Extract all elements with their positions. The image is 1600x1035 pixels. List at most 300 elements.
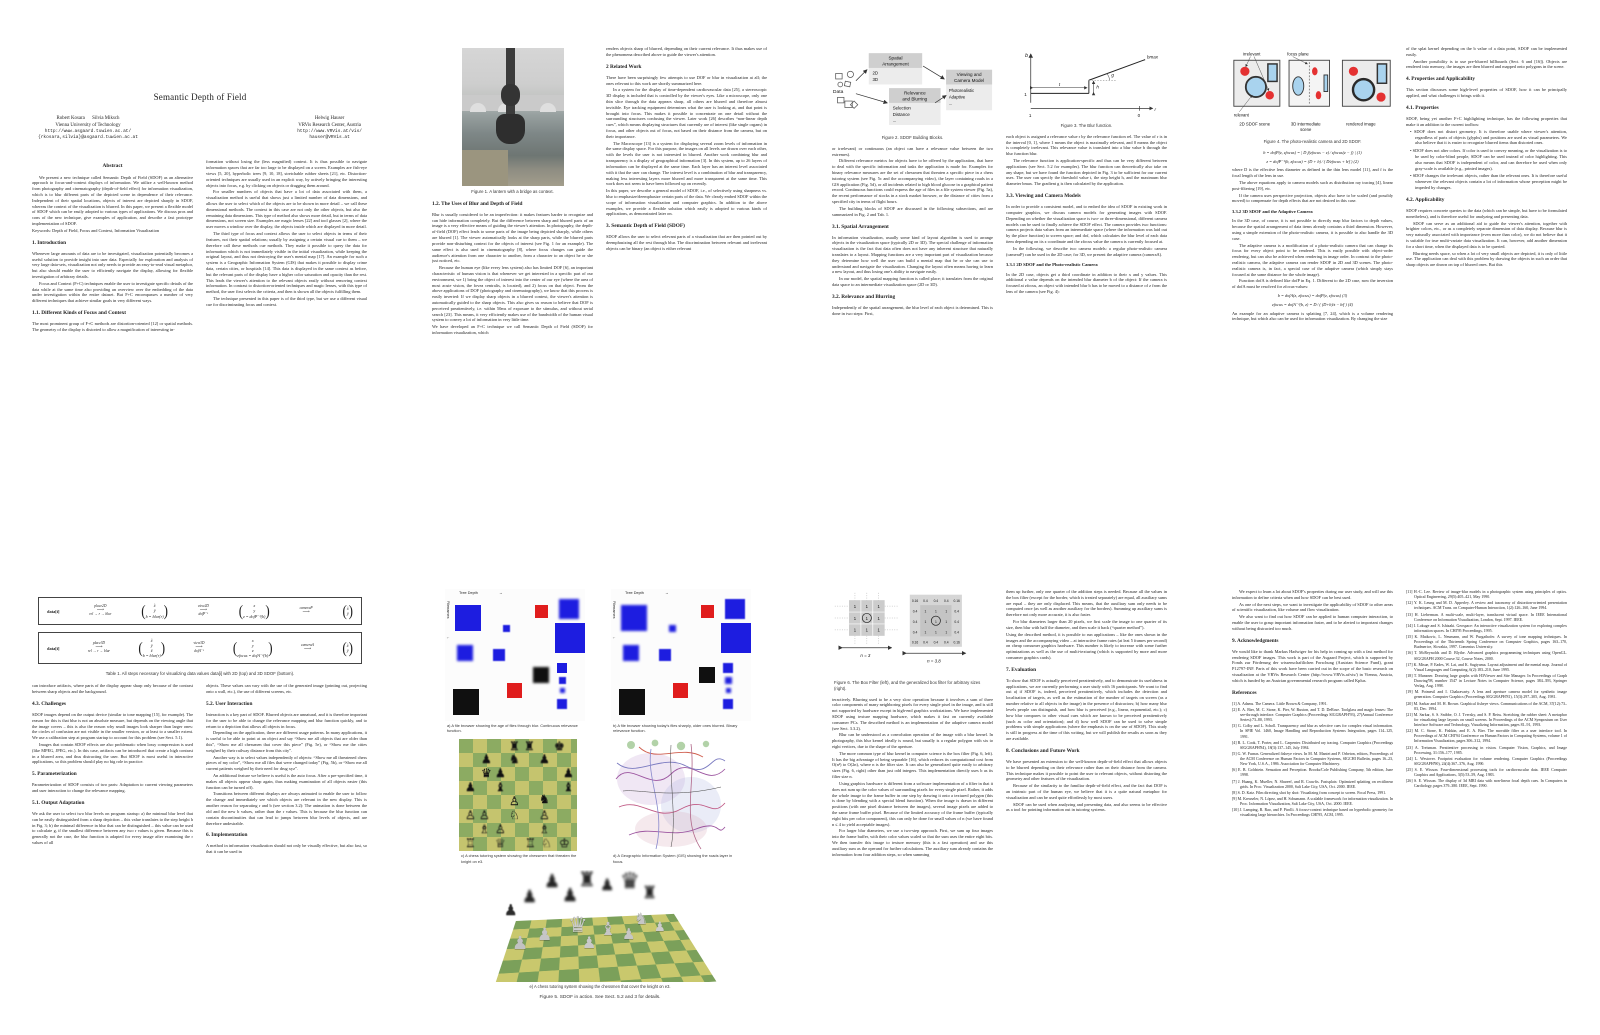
paragraph: teractively. Blurring used to be a very slow operation because it involves a sum of three color components of many neighboring pixels for every single pixel in the image, and is still not supported by hardware except in high-end graphics workstations. We have implemented SDOF using texture mapping hardware, which makes it fast on currently available consumer PCs. The described method is an implementation of the adaptive camera model (see Sect. 3.3.2). <box>832 696 993 731</box>
paragraph: In information visualization, usually some kind of layout algorithm is used to arrange objects in the visualization space (typically 2D or 3D). The special challenge of information visualization is the fact that data often does not have any inherent structure that naturally translates to a layout. Mapping functions are a very important part of visualization because they determine how well the user can build a mental map that he or she can use to understand and navigate the visualization. Changing the layout often means having to learn a new layout, and thus losing one's ability to navigate easily. <box>832 234 993 275</box>
file-square <box>701 605 714 618</box>
figure-4-camera-diagram <box>1232 48 1393 136</box>
reference-item: [9] M. Kreuseler, N. López, and H. Schumann. A scalable framework for information visualization. In Proc. Information Visualization, Salt Lake City, USA, Oct. 2000. IEEE. <box>1232 795 1393 806</box>
author-names: Robert Kosara Silvia Miksch <box>56 116 120 121</box>
chess-piece: ♛ <box>568 911 588 937</box>
paragraph: • SDOF does not distort geometry. It is therefore usable where viewer's attention, regardless of parts of objects (glyphs) and positions are used as visual parameters. We also believe that it is easier to recognize blurred items than distorted ones. <box>1410 128 1567 146</box>
reference-item: [10] J. Lamping, R. Rao, and P. Pirolli. A focus+context technique based on hyperbolic geometry for visualizing large hierarchies. In Proceedings CHI'95, ACM, 1995. <box>1232 807 1393 818</box>
svg-text:1: 1 <box>944 619 947 624</box>
paragraph: Independently of the spatial arrangement, the blur level of each object is determined. This is done in two steps: First, <box>832 305 993 316</box>
paragraph: We also want to find out how SDOF can be applied to human computer interaction, to enable the user to grasp important information faster, and to be alerted to important changes without being distracted too much. <box>1232 614 1393 631</box>
vector-component: x̂ <box>346 643 349 649</box>
chess-piece: ♖ <box>465 836 476 851</box>
caption-b: b) A file browser showing today's files sharply, older ones blurred. Binary relevance function. <box>613 723 738 734</box>
figure-3-blur-function <box>1006 48 1167 120</box>
chess-piece: ♟ <box>544 870 561 891</box>
file-square <box>559 599 579 619</box>
chess-piece: ♛ <box>481 766 492 781</box>
svg-text:rendered image: rendered image <box>1346 121 1376 127</box>
figure-6-caption: Figure 6. The Box Filter (left), and the generalized box filter for arbitrary sizes (right). <box>834 680 981 691</box>
file-square <box>725 599 745 619</box>
reference-item: [14] I. Lokuge and S. Ishizaki. Geospace: An interactive visualization system for exploring complex information spaces. In CHI'95 Proceedings, 1995. <box>1406 622 1567 633</box>
paragraph: Blurring needs space, so when a lot of very small objects are depicted, it is only of little use. The application can deal with this problem by drawing the objects in such an order that sharp objects are drawn on top of blurred ones. But this <box>1406 250 1567 268</box>
svg-text:n = 3: n = 3 <box>859 652 870 658</box>
column <box>32 159 193 517</box>
paragraph: each object is assigned a relevance value r by the relevance function rel. The value of r is in the interval [0, 1], where 1 means the object is maximally relevant, and 0 means the object is completely irrelevant. This relevance value is translated into a blur value b through the blur function blur. <box>1006 133 1167 157</box>
svg-text:n = 3.8: n = 3.8 <box>926 658 941 664</box>
file-square <box>533 667 549 683</box>
svg-text:1: 1 <box>934 619 937 624</box>
svg-text:b: b <box>1024 52 1028 59</box>
svg-text:0.4: 0.4 <box>933 640 938 645</box>
section-heading: References <box>1232 689 1257 696</box>
svg-text:relevant: relevant <box>1233 112 1249 118</box>
svg-text:1: 1 <box>853 627 856 633</box>
file-browser-panel-a <box>445 589 585 721</box>
paragraph: Whenever large amounts of data are to be investigated, visualization potentially becomes a useful solution to provide insight into user data. Especially for exploration and analysis of very large data-sets, visualization not only needs to provide an easy-to-read visual metaphor, but also should enable the user to efficiently navigate the display, allowing for flexible investigation of arbitrary details. <box>32 250 193 280</box>
svg-text:Arrangement: Arrangement <box>882 61 909 67</box>
paragraph: Function dofA is defined like dofP in Eq. 1. Different to the 2D case, now the inversion of dofA must be resolved for zfocus-values: <box>1232 278 1393 290</box>
paragraph: In our model, the spatial mapping function is called place; it translates from the original data space to an intermediate visualization space (2D or 3D). <box>832 276 993 288</box>
svg-text:Distance: Distance <box>892 111 910 117</box>
svg-text:bmax: bmax <box>1146 54 1158 60</box>
table1-row-3d <box>38 632 362 664</box>
svg-text:3D intermediate: 3D intermediate <box>1290 121 1321 127</box>
paragraph: Transitions between different displays are always animated to enable the user to follow the change and immediately see which objects are relevant in the new display. This is another reason for separating r and b (see section 3.2): The animation is done between the old and the new b values, rather than the r values. This is because the blur function can contain discontinuities that can lead to jumps between blur levels of objects, and are therefore undesirable. <box>206 791 367 826</box>
svg-text:1: 1 <box>924 630 926 635</box>
figure-6-box-filter <box>832 591 993 677</box>
svg-text:0.4: 0.4 <box>953 630 959 635</box>
page-1 <box>0 0 400 517</box>
svg-text:1: 1 <box>877 615 880 621</box>
chess-board-3d <box>482 870 718 982</box>
vector-component: ẑ <box>150 648 153 654</box>
svg-text:Selection: Selection <box>892 105 911 111</box>
chess-piece: ♙ <box>495 822 506 837</box>
svg-text:0.4: 0.4 <box>953 609 959 614</box>
file-square <box>723 699 733 709</box>
section-heading: 4.1. Properties <box>1406 104 1439 111</box>
svg-text:1: 1 <box>877 627 880 633</box>
chess-piece: ♗ <box>539 822 550 837</box>
reference-item: [17] K. Misue, P. Eades, W. Lai, and K. Sugiyama. Layout adjustment and the mental map. Journal of Visual Languages and Computing, 6(2):183–210, June 1995. <box>1406 661 1567 672</box>
author-names: Helwig Hauser <box>314 116 345 121</box>
figure-5-row-e <box>432 870 768 992</box>
vector-component: y <box>251 643 254 649</box>
paragraph: Using graphics hardware is different from a software implementation of a filter in that it does not sum up the color values of surrounding pixels for every single pixel. Rather, it adds the whole image to the frame buffer in one step by drawing it onto a textured polygon (this is done by blending with a special blend function). When the image is drawn in different positions (with one pixel distance between the images), several image pixels are added to the same frame buffer pixel. Because of the limited accuracy of the frame buffer (typically eight bits per color component), this can only be done for small values of n (we have found n ≤ 4 to yield acceptable images). <box>832 780 993 827</box>
paragraph: Depending on the application, there are different usage patterns. In many applications, it is useful to be able to point at an object and say “Show me all objects that are older than this”, “Show me all chessmen that cover this piece” (Fig. 5e), or “Show me the cities weighed by their railway distance from this city”. <box>206 730 367 753</box>
section-heading: 3.3.1 2D SDOF and the Photo-realistic Camera <box>1006 262 1098 268</box>
reference-item: [23] A. Treisman. Preattentive processing in vision. Computer Vision, Graphics, and Image Processing, 31:156–177, 1985. <box>1406 744 1567 755</box>
figure-5-caption: Figure 5. SDOF in action. See Sect. 5.2 and 3 for details. <box>539 994 661 1000</box>
file-square <box>723 663 733 673</box>
table1-row-2d <box>38 597 362 625</box>
reference-item: [12] Y. K. Leung and M. D. Apperley. A review and taxonomy of distortion-oriented presentation techniques. ACM Trans. on Computer-Human Interaction, 1(2):126–160, June 1994. <box>1406 600 1567 611</box>
vector: ( x̂ ŷ ẑ b = blur(r) ) <box>138 638 166 659</box>
author-affiliation: VRVis Research Center, Austria <box>298 122 361 128</box>
axis-label-tree-depth: Tree Depth <box>625 591 644 595</box>
reference-item: [15] K. Matkovic, L. Neumann, and W. Purgathofer. A survey of tone mapping techniques. In Proceedings of the Thirteenth Spring Conference on Computer Graphics, pages 163–170, Budmerice, Slovakia, 1997. Comenius University. <box>1406 634 1567 650</box>
mapping-arrow: view2D ⟶ dofP⁻¹ <box>197 604 209 616</box>
reference-item: [25] S. E. Wixson. Four-dimensional processing tools for cardiovascular data. IEEE Computer Graphics and Applications, 3(5):53–59, Aug. 1983. <box>1406 767 1567 778</box>
svg-text:1: 1 <box>944 609 947 614</box>
mapping-arrow: cameraA ⟶ <box>300 643 314 653</box>
paragraph: formation without losing the (less magnified) context. It is thus possible to navigate information spaces that are far too large to be displayed on a screen. Examples are fish-eye views [5, 20], hyperbolic trees [9, 10, 18], stretchable rubber sheets [21], etc. Distortion-oriented techniques are usually used in an explicit way, by actively bringing the interesting objects into focus, e.g. by clicking on objects or dragging them around. <box>206 159 367 188</box>
mapping-arrow: place2D ⟶ rel → r → blur <box>89 604 112 616</box>
chess-piece: ♟ <box>654 918 666 934</box>
svg-text:1: 1 <box>1023 92 1027 98</box>
vector-component: b = blur(r) <box>145 613 164 619</box>
section-heading: 3.2. Relevance and Blurring <box>832 293 896 300</box>
chess-piece: ♟ <box>495 766 506 781</box>
paragraph: To show that SDOF is actually perceived preattentively, and to demonstrate its usefulness in applications, we are currently performing a user study with 16 participants. We want to find out a) if SDOF is, indeed, perceived preattentively, which includes the detection and localisation of targets, as well as the estimation of the number of targets on screen (as a number relative to all objects in the image) in the presence of distractors; b) how many blur levels people can distinguish, and how blur is perceived (e.g., linear, exponential, etc.); c) how blur compares to other visual cues which are known to be perceived preattentively (such as color and orientation); and d) how well SDOF can be used to solve simple problems with simple applications (where the emphasis is on the use of SDOF). This study is still in progress at the time of this writing, but we will publish the results as soon as they are available. <box>1006 677 1167 741</box>
paragraph: • SDOF changes the irrelevant objects, rather than the relevant ones. It is therefore useful whenever the relevant objects contain a lot of information whose perception might be impeded by changes. <box>1410 173 1567 190</box>
column <box>32 683 193 1034</box>
column <box>206 159 367 517</box>
axis-label-filenames: Filenames <box>612 601 616 619</box>
reference-item: [19] M. Potmesil and I. Chakravarty. A lens and aperture camera model for synthetic image generation. Computer Graphics (Proceedings SIGGRAPH'81), 15(3):297–305, Aug. 1981. <box>1406 689 1567 700</box>
svg-text:0.4: 0.4 <box>933 599 938 603</box>
svg-text:Viewing and: Viewing and <box>956 72 982 78</box>
paragraph: In this paper, we describe a general model of SDOF, i.e., of selectively using sharpness vs. blur to emphasize/deemphasize certain parts of the data. We clearly embed SDOF within the scope of information visualization and computer graphics. In addition to the above examples, we provide a flexible solution which easily is adopted to various kinds of applications, as demonstrated later on. <box>606 188 767 217</box>
paragraph: We ask the user to select two blur levels on program startup: a) the minimal blur level that can be easily distinguished from a sharp depiction – this value translates to the step height h in Fig. 3; b) the minimal difference in blur that can be distinguished – this value can be used to calculate g, if the smallest difference between any two r values is given. Because this is generally not the case, the blur function is adapted for every image after examining the r values of all <box>32 811 193 846</box>
figure-1-caption: Figure 1. A lantern with a bridge as context. <box>471 189 554 194</box>
svg-text:0.4: 0.4 <box>922 640 928 645</box>
svg-text:t: t <box>1058 81 1060 87</box>
file-browser-panel-b <box>611 589 751 721</box>
paragraph: In order to provide a consistent model, and to embed the idea of SDOF in existing work in computer graphics, we discuss camera models for generating images with SDOF. Depending on whether the visualization space is two- or three-dimensional, different camera models can be used to finally achieve the SDOF effect. The camera provides two functions: camera projects data values from an intermediate space (where the information was laid out by the place function) to screen space; and dof, which calculates the blur level of each data item depending on its z coordinate and the zfocus value the camera is currently focused at. <box>1006 204 1167 245</box>
paragraph: SDOF can be used when analyzing and presenting data, and also seems to be effective as a tool for pointing information out in tutoring systems. <box>1006 801 1167 813</box>
paragraph: or irrelevant) or continuous (an object can have a relevance value between the two extremes). <box>832 145 993 157</box>
paragraph: of the splat kernel depending on the b value of a data point, SDOF can be implemented easily. <box>1406 46 1567 57</box>
svg-text:0.16: 0.16 <box>953 640 960 645</box>
paragraph: Because the human eye (like every lens system) also has limited DOF [6], an important characteristic of human vision is that whenever we get interested in a specific part of our environment, we 1) bring the object of interest into the center of our eye (where the area of most acute vision, the fovea centralis, is located), and 2) focus on that object. From the above applications of DOF (photography and cinematography), we know that this process is easily inverted: If we display sharp objects in a blurred context, the viewer's attention is automatically guided to the sharp objects. This also gives us reason to believe that DOF is perceived preattentively, i.e. within 50ms of exposure to the stimulus, and without serial search [23]. This means, it very efficiently makes use of the bandwidth of the human visual system to convey a lot of information in very little time. <box>432 265 593 323</box>
chess-piece: ♟ <box>582 934 597 952</box>
svg-text:r: r <box>1154 107 1156 113</box>
arrow-down-icon: ↓ <box>612 637 616 639</box>
chess-piece: ♞ <box>509 752 520 767</box>
page-8 <box>1200 517 1600 1034</box>
section-heading: 9. Acknowledgments <box>1232 637 1279 644</box>
equation: b = dofA(z, zfocus) = dofP(z, zfocus) (3) <box>1277 293 1348 299</box>
reference-item: [22] M. C. Stone, K. Fishkin, and E. A. Bier. The movable filter as a user interface tool. In Proceedings of ACM CHI'94 Conference on Human Factors in Computing Systems, volume 1 of Information Visualization, pages 306–312, 1994. <box>1406 728 1567 744</box>
chess-piece: ♛ <box>620 869 640 893</box>
paragraph: renders objects sharp of blurred, depending on their current relevance. It thus makes use of the phenomena described above to guide the viewer's attention. <box>606 46 767 57</box>
reference-item: [6] E. B. Goldstein. Sensation and Perception. Brooks/Cole Publishing Company, 5th edition, June 1998. <box>1232 767 1393 778</box>
column <box>832 46 993 486</box>
paragraph: In the 3D case, of course, it is not possible to directly map blur factors to depth values, because the spatial arrangement of data items already contains a third dimension. However, using a simple extension of the photo-realistic camera, it is possible to also handle the 3D case. <box>1232 218 1393 241</box>
file-square <box>507 683 522 698</box>
vector-component: z <box>251 648 254 654</box>
paragraph: The relevance function is application-specific and thus can be very different between applications (see Sect. 5.2 for examples). The blur function can theoretically also take on any shape, but we have found the function depicted in Fig. 3 to be sufficient for our current uses. The user can specify the threshold value t, the step height h, and the maximum blur diameter bmax. The gradient g is then calculated by the application. <box>1006 158 1167 187</box>
chess-piece: ♔ <box>559 836 570 851</box>
paragraph: them up further, only one quarter of the addition steps is needed. Because all the values in the box filter (except for the border, which is treated separately) are equal, all auxiliary sums are equal – they are only displaced. This means, that the auxiliary sum only needs to be computed once (as well as another auxiliary for the borders). Summing up auxiliary sums is therefore not only more accurate, it is also faster. <box>1006 589 1167 618</box>
paragraph: SDOF allows the user to select relevant parts of a visualization that are then pointed out by deemphasizing all the rest through blur. The discrimination between relevant and irrelevant objects can be binary (an object is either relevant <box>606 234 767 251</box>
reference-item: [3] G. Colby and L. Scholl. Transparency and blur as selective cues for complex visual information. In SPIE Vol. 1460, Image Handling and Reproduction Systems Integration, pages 114–125, 1991. <box>1232 723 1393 739</box>
paragraph: Blur can be understood as a convolution operation of the image with a blur kernel. In photography, this blur kernel ideally is round, but usually is a regular polygon with six to eight vertices, due to the shape of the aperture. <box>832 732 993 749</box>
paragraph: We expect to learn a lot about SDOF's properties during our user study, and will use this information to define criteria when and how SDOF can be best used. <box>1232 589 1393 600</box>
page-7 <box>800 517 1200 1034</box>
column <box>1232 46 1393 486</box>
file-square <box>557 663 567 673</box>
column <box>1006 589 1167 997</box>
paragraph: Parameterization of SDOF consists of two parts: Adaptation to current viewing parameters and user interaction to change the relevance mapping. <box>32 782 193 794</box>
paragraph: where D is the effective lens diameter as defined in the thin lens model [11], and f is the focal length of the lens in use. <box>1232 167 1393 179</box>
paragraph: An example for an adaptive camera is splatting [7, 24], which is a volume rendering technique, but which also can be used for information visualization. By changing the size <box>1232 310 1393 322</box>
author-email: {rkosara,silvia}@asgaard.tuwien.ac.at <box>38 135 138 141</box>
author-url: http://www.VRVis.at/vis/ <box>297 129 362 135</box>
file-square <box>623 645 639 661</box>
paragraph: A method in information visualization should not only be visually effective, but also fast, so that it can be used in <box>206 843 367 855</box>
paragraph: The most prominent group of F+C methods are distortion-oriented [12] or spatial methods. The geometry of the display is distorted to allow a magnification of interesting in- <box>32 321 193 333</box>
vector-component: b = blur(r) <box>142 653 161 659</box>
vector-component: x̂ <box>346 605 349 611</box>
paragraph: The more common type of blur kernel in computer science is the box filter (Fig. 6, left). It has the big advantage of being separable [16], which reduces its computational cost from O(n²) to O(2n), where n is the filter size. It can also be generalized quite easily to arbitrary sizes (Fig. 6, right) other than just odd integers. This implementation directly uses b as its filter size n. <box>832 750 993 780</box>
file-square <box>453 689 479 715</box>
svg-text:Photorealistic: Photorealistic <box>948 87 975 93</box>
chess-piece: ♟ <box>512 932 529 953</box>
sdof-building-blocks-diagram <box>832 48 993 132</box>
lantern-photo <box>462 48 564 186</box>
mapping-arrow: view3D ⟶ dofA⁻¹ <box>193 641 205 654</box>
reference-item: [21] M. Sarkar, S. S. Snibbe, O. J. Tversky, and S. P. Reiss. Stretching the rubber sheet: A metaphor for visualizing large layouts on small screens. In Proceedings of the ACM Symposium on User Interface Software and Technology, Visualizing Information, pages 81–91, 1993. <box>1406 711 1567 727</box>
vector: ( x y z zfocus = dofA⁻¹(b) ) <box>232 638 273 659</box>
svg-text:g: g <box>1110 72 1114 78</box>
reference-item: [16] T. McReynolds and D. Blythe. Advanced graphics programming techniques using OpenGL. SIGGRAPH 2000 Course 32, Course Notes, 2000. <box>1406 650 1567 661</box>
chess-piece: ♙ <box>509 794 520 809</box>
vector-component: z = dofP⁻¹(b) <box>243 613 266 619</box>
chess-piece: ♟ <box>522 886 538 906</box>
page-3 <box>800 0 1200 517</box>
paragraph: We have presented an extension to the well-known depth-of-field effect that allows objects to be blurred depending on their relevance rather than on their distance from the camera. This technique makes it possible to point the user to relevant objects, without distorting the geometry and other features of the visualization. <box>1006 758 1167 782</box>
svg-text:Relevance: Relevance <box>903 90 926 96</box>
axis-label-tree-depth: Tree Depth <box>459 591 478 595</box>
chess-piece: ♟ <box>537 924 553 944</box>
paragraph: For blur diameters larger than 20 pixels, we first scale the image to one quarter of its size, then blur with half the diameter, and then scale it back (“quarter method”). <box>1006 619 1167 630</box>
chess-piece: ♜ <box>524 739 535 754</box>
page-6 <box>400 517 800 1034</box>
vector-component: x <box>251 638 254 643</box>
chess-piece: ♞ <box>634 910 649 928</box>
page-4 <box>1200 0 1600 517</box>
paragraph: The building blocks of SDOF are discussed in the following subsections, and are summarized in Fig. 2 and Tab. 1. <box>832 205 993 217</box>
file-square <box>560 688 565 693</box>
reference-item: [20] M. Sarkar and M. H. Brown. Graphical fisheye views. Communications of the ACM, 37(12):73–83, Dec. 1994. <box>1406 700 1567 711</box>
svg-text:1: 1 <box>865 627 868 633</box>
svg-text:1: 1 <box>865 603 868 609</box>
paragraph: Another possibility is to use pre-blurred billboards (Sect. 6 and [16]). Objects are rendered into memory, the images are then blurred and mapped onto polygons in the scene. <box>1406 58 1567 70</box>
svg-text:0.4: 0.4 <box>912 609 917 614</box>
reference-item: [13] H. Lieberman. A multi-scale, multi-layer, translucent virtual space. In IEEE International Conference on Information Visualization, London, Sept. 1997. IEEE. <box>1406 611 1567 622</box>
svg-text:2D: 2D <box>872 70 879 76</box>
paragraph: Interaction is a key part of SDOF. Blurred objects are unnatural, and it is therefore important for the user to be able to change the relevance mapping and blur function quickly, and to return to a depiction that allows all objects in focus. <box>206 711 367 729</box>
svg-text:1: 1 <box>934 609 937 614</box>
file-square <box>455 605 481 631</box>
author-email: hauser@VRVis.at <box>309 135 350 141</box>
author-block <box>38 116 362 141</box>
file-square <box>493 649 505 661</box>
reference-item: [8] S. D. Katz. Film directing shot by shot: Visualizing from concept to screen. Focal Press, 1991. <box>1232 789 1387 795</box>
arrow-right-icon: → <box>499 591 503 595</box>
column <box>1406 589 1567 997</box>
arrow-right-icon: → <box>665 591 669 595</box>
photorealistic-camera-diagram <box>1232 48 1393 136</box>
svg-text:1: 1 <box>934 630 937 635</box>
section-heading: 1. Introduction <box>32 239 67 246</box>
paragraph: can introduce artifacts, where parts of the display appear sharp only because of the contrast between sharp objects and the background. <box>32 683 193 694</box>
vector: ( x̂ ŷ b = blur(r) ) <box>141 601 168 620</box>
page-5 <box>0 517 400 1034</box>
chess-piece: ♜ <box>642 882 658 902</box>
paragraph: Using the described method, it is possible to run applications – like the ones shown in the images and the accompanying video – at interactive frame rates (at leat 5 frames per second) on cheap consumer graphics hardware. This number is likely to increase with some further optimizations as well as the use of multi-texturing (which is supported by more and more consumer graphics cards). <box>1006 631 1167 660</box>
section-heading: 4. Properties and Applicability <box>1406 76 1476 83</box>
paragraph: There have been surprisingly few attempts to use DOF or blur in visualization at all; the ones relevant to this work are shortly summarized here. <box>606 74 767 86</box>
author-url: http://www.asgaard.tuwien.ac.at/ <box>44 129 132 135</box>
paragraph: Focus and Context (F+C) techniques enable the user to investigate specific details of the data while at the same time also providing an overview over the embedding of the data under investigation within the entire dataset. But F+C encompasses a number of very different techniques that achieve similar goals in very different ways. <box>32 280 193 304</box>
section-heading: 1.2. The Uses of Blur and Depth of Field <box>432 200 523 207</box>
svg-text:...: ... <box>892 118 897 124</box>
chess-piece: ♙ <box>465 808 476 823</box>
file-square <box>673 683 688 698</box>
paragraph: Blur is usually considered to be an imperfection: it makes features harder to recognize and can hide information completely. But the difference between sharp and blurred parts of an image is a very effective means of guiding the viewer's attention. In photography, the depth-of-field (DOF) effect leads to some parts of the image being depicted sharply, while others are blurred [1]. The viewer automatically looks at the sharp parts, while the blurred parts provide non-disturbing context for the objects of interest (see Fig. 1 for an example). The same effect is also used in cinematography [8], where focus changes can guide the audience's attention from one character to another, from a character to an object he or she just noticed, etc. <box>432 211 593 264</box>
figure-4-caption: Figure 4. The photo-realistic camera and 2D SDOF. <box>1263 139 1362 144</box>
paragraph: If the camera uses perspective projection, objects also have to be scaled (and possibly moved) to compensate for depth effects that are not desired in this case. <box>1232 192 1393 204</box>
vector-component: ŷ <box>153 608 156 614</box>
chess-piece: ♝ <box>563 780 574 795</box>
reference-item: [5] G. W. Furnas. Generalized fisheye views. In M. M. Mantei and P. Orbeton, editors, Proceedings of the ACM Conference on Human Factors in Computer Systems, SIGCHI Bulletin, pages 16–23, New York, U.S.A., 1986. Association for Computer Machinery. <box>1232 750 1393 767</box>
paragraph: SDOF requires concrete queries to the data (which can be simple, but have to be formulated nonetheless), and is therefore useful for analyzing and presenting data. <box>1406 207 1567 219</box>
file-square <box>535 605 548 618</box>
author-affiliation: Vienna University of Technology <box>55 122 121 128</box>
chess-piece: ♟ <box>504 902 518 919</box>
blur-function-plot <box>1012 48 1162 120</box>
svg-text:0.16: 0.16 <box>911 640 918 645</box>
chess-piece: ♖ <box>525 836 536 851</box>
vector-component: ŷ <box>346 611 349 616</box>
paragraph: In the 2D case, objects get a third coordinate in addition to their x and y values. This additional z value depends on the intended blur diameter b of the object: If the camera is focused at zfocus, an object with intended blur b has to be moved to a distance of z from the lens of the camera (see Fig. 4): <box>1006 271 1167 295</box>
svg-text:1: 1 <box>853 615 856 621</box>
author-group-left <box>38 116 138 141</box>
svg-text:0.16: 0.16 <box>953 599 960 603</box>
vector: ( x̂ ŷ ) <box>342 638 353 657</box>
equation: b = dofP(z, zfocus) = | D f(zfocus − z) ⁄ zfocus(z − f) | (1) <box>1263 149 1362 155</box>
reference-item: [2] E. A. Bier, M. C. Stone, K. Pier, W. Buxton, and T. D. DeRose. Toolglass and magic lenses: The see-through interface. Computer Graphics (Proceedings SIGGRAPH'93), 27(Annual Conference Series):73–80, 1993. <box>1232 706 1393 723</box>
gis-map <box>611 739 729 851</box>
chess-piece: ♟ <box>622 926 636 943</box>
column <box>1006 46 1167 486</box>
paragraph: For smaller numbers of objects that have a lot of data associated with them, a visualization method is useful that shows just a limited number of data dimensions, and allows the user to select which of the objects are to be shown in more detail – we call these dimensional methods. The context in this case are not only the other objects, but also the remaining data dimensions. This type of method also shows more detail, but in terms of data dimensions, not screen size. Examples are magic lenses [22] and tool glasses [2], where the user moves a window over the display, the objects inside which are displayed in more detail. <box>206 189 367 230</box>
paragraph: The adaptive camera is a modification of a photo-realistic camera that can change its focus for every object point to be rendered. This is easily possible with object-order rendering, but can also be achieved when rendering in image order. In contrast to the photo-realistic camera, the adaptive camera can render SDOF in 2D and 3D scenes. The photo-realistic camera is, in fact, a special case of the adaptive camera (which simply stays focused at the same distance for the whole image). <box>1232 242 1393 277</box>
paragraph: Because of the similarity to the familiar depth-of-field effect, and the fact that DOF is an intrinsic part of the human eye, we believe that it is a quite natural metaphor for visualization and can be used quite effortlessly by most users. <box>1006 783 1167 800</box>
math-term: data[i] <box>47 645 60 651</box>
table-1 <box>38 597 362 677</box>
table-1-caption: Table 1. All steps necessary for visualizing data values data[i] with 2D (top) and 3D SDOF (bottom). <box>105 671 295 677</box>
file-square <box>725 677 732 684</box>
figure-3-caption: Figure 3. The Blur function. <box>1060 123 1113 128</box>
column <box>432 46 593 486</box>
svg-text:1: 1 <box>924 609 926 614</box>
paragraph: The third type of focus and context allows the user to select objects in terms of their features, not their spatial relations; usually by assigning a certain visual cue to them – we therefore call these methods cue methods. They make it possible to query the data for information which is not immediately visible in the initial visualization, while keeping the original layout, and thus not destroying the user's mental map [17]. An example for such a system is a Geographic Information System (GIS) that makes it possible to display crime data, certain cities, or hospitals [14]. This data is displayed in the same context as before, but the relevant parts of the display have a higher color saturation and opacity than the rest. This leads the viewer's attention to the relevant objects easily without removing context information. In contrast to distortion-oriented techniques and magic lenses, with this type of method, the user first selects the criteria, and then is shown all the objects fulfilling them. <box>206 231 367 295</box>
chess-piece: ♜ <box>509 739 520 754</box>
section-heading: 1.1. Different Kinds of Focus and Context <box>32 310 127 317</box>
paragraph: Images that contain SDOF effects are also problematic when lossy compression is used (like MPEG, JPEG, etc.). In this case, artifacts can be introduced that create a high contrast in a blurred area, and thus distracting the user. But SDOF is most useful in interactive applications, so this problem should play no big role in practice. <box>32 741 193 765</box>
figure-5-row-ab <box>432 589 768 737</box>
section-heading: 7. Evaluation <box>1006 666 1037 673</box>
svg-text:0.16: 0.16 <box>911 599 918 603</box>
section-heading: 5.1. Output Adaptation <box>32 799 85 806</box>
vector-component: y <box>253 608 256 614</box>
file-square <box>699 667 715 683</box>
svg-text:and Blurring: and Blurring <box>902 96 928 102</box>
vector-component: zfocus = dofA⁻¹(b) <box>237 653 269 659</box>
vector-component: x̂ <box>153 603 156 609</box>
svg-text:1: 1 <box>1028 112 1031 118</box>
reference-item: [4] R. L. Cook, T. Porter, and L. Carpenter. Distributed ray tracing. Computer Graphics (Proceedings SIGGRAPH'84), 18(3):137–145, July 1984. <box>1232 739 1393 750</box>
svg-text:1: 1 <box>853 603 856 609</box>
chess-piece: ♘ <box>509 808 520 823</box>
svg-text:0: 0 <box>1137 112 1140 118</box>
reference-item: [18] T. Munzner. Drawing large graphs with H3Viewer and Site Manager. In Proceedings of Graph Drawing'98, number 1547 in Lecture Notes in Computer Science, pages 384–393, Springer Verlag, Aug. 1998. <box>1406 672 1567 689</box>
page-2 <box>400 0 800 517</box>
section-heading: 6. Implementation <box>206 832 248 839</box>
file-square <box>559 677 566 684</box>
column <box>1232 589 1393 997</box>
svg-text:0.4: 0.4 <box>943 640 949 645</box>
svg-text:2D SDOF scene: 2D SDOF scene <box>1239 121 1271 127</box>
svg-text:focus plane: focus plane <box>1287 51 1309 57</box>
paragraph: SDOF images depend on the output device (similar to tone mapping [15], for example). The reason for this is that blur is not an absolute measure, but depends on the viewing angle that the image covers – this is also the reason why small images look sharper than larger ones: the circles of confusion are not visible in the smaller version, or at least to a smaller extent. We use a calibration step at program startup to account for this problem (see Sect. 5.1). <box>32 711 193 741</box>
paragraph: SDOF can serve as an additional aid to guide the viewer's attention, together with brighter colors, etc., or as a completely separate dimension of data display. Because blur is very naturally associated with importance (even more than color), we do not believe that it is suitable for true multi-variate data visualization. It can, however, add another dimension for a short time, when the displayed data is to be queried. <box>1406 220 1567 249</box>
axis-label-filenames: Filenames <box>446 601 450 619</box>
paragraph: We present a new technique called Semantic Depth of Field (SDOF) as an alternative approach to focus-and-context displays of information. We utilize a well-known method from photography and cinematography (depth-of-field effect) for information visualization, which is to blur different parts of the depicted scene in dependence of their relevance. Independent of their spatial locations, objects of interest are depicted sharply in SDOF, whereas the context of the visualization is blurred. In this paper, we present a flexible model of SDOF which can be easily adopted to various types of applications. We discuss pros and cons of the new technique, give examples of application, and describe a fast prototype implementation of SDOF. <box>32 174 193 227</box>
svg-text:0.4: 0.4 <box>943 599 949 603</box>
reference-item: [1] A. Adams. The Camera. Little Brown & Company, 1991. <box>1232 700 1328 706</box>
paragraph: • SDOF does not alter colors. If color is used to convey meaning, or the visualization is to be used by color-blind people, SDOF can be used instead of color highlighting. This also means that SDOF is independent of color, and can therefore be used when only gray-scale is available (e.g., printed images). <box>1410 148 1567 171</box>
section-heading: Abstract <box>102 163 123 170</box>
svg-text:h: h <box>1095 84 1099 90</box>
equation: zfocus = dofA⁻¹(b, z) = D ⁄ ( (D+b)⁄z − b⁄f ) (4) <box>1272 301 1353 307</box>
file-square <box>457 645 473 661</box>
chess-piece: ♟ <box>563 766 574 781</box>
section-heading: 3.3. Viewing and Camera Models <box>1006 193 1081 200</box>
math-term: data[i] <box>47 608 60 614</box>
column <box>832 589 993 997</box>
chess-piece: ♝ <box>495 780 506 795</box>
chess-piece: ♟ <box>600 876 615 894</box>
paragraph: The technique presented in this paper is of the third type, but we use a different visual cue for discriminating focus and context. <box>206 296 367 307</box>
svg-text:3D: 3D <box>872 76 879 82</box>
paragraph: We would like to thank Markus Hadwiger for his help in coming up with a fast method for rendering SDOF images. This work is part of the Asgaard Project, which is supported by Fonds zur Förderung der wissenschaftlichen Forschung (Austrian Science Fund), grant P12797-INF. Parts of this work have been carried out in the scope of the basic research on visualization at the VRVis Research Center (http://www.VRVis.at/vis/) in Vienna, Austria, which is funded by an Austrian governmental research program called Kplus. <box>1232 648 1393 683</box>
svg-text:1: 1 <box>877 603 880 609</box>
chess-piece: ♟ <box>481 752 492 767</box>
vector-component: x <box>253 603 256 609</box>
paragraph: In the following, we describe two camera models: a regular photo-realistic camera (cameraP) can be used in the 2D case; for 3D, we present the adaptive camera (cameraA). <box>1006 245 1167 257</box>
chess-piece: ♝ <box>600 918 617 939</box>
svg-text:0.4: 0.4 <box>953 619 959 624</box>
svg-text:Spatial: Spatial <box>888 55 903 61</box>
section-heading: 4.2. Applicability <box>1406 196 1445 203</box>
file-square <box>726 688 731 693</box>
figure-2-building-blocks <box>832 48 993 132</box>
file-square <box>721 623 751 653</box>
svg-text:...: ... <box>948 100 953 106</box>
paragraph: The above equations apply to camera models such as distribution ray tracing [4], linear post-filtering [19], etc. <box>1232 179 1393 191</box>
equation: z = dofP⁻¹(b, zfocus) = (D + b) ⁄ ( D⁄zfocus + b⁄f ) (2) <box>1266 158 1359 164</box>
chess-piece: ♙ <box>479 808 490 823</box>
svg-text:0.4: 0.4 <box>922 599 928 603</box>
reference-item: [24] L. Westover. Footprint evaluation for volume rendering. Computer Graphics (Proceedings SIGGRAPH'90), 24(4):367–376, Aug. 1990. <box>1406 755 1567 766</box>
figure-1-lantern-photo <box>432 48 593 186</box>
